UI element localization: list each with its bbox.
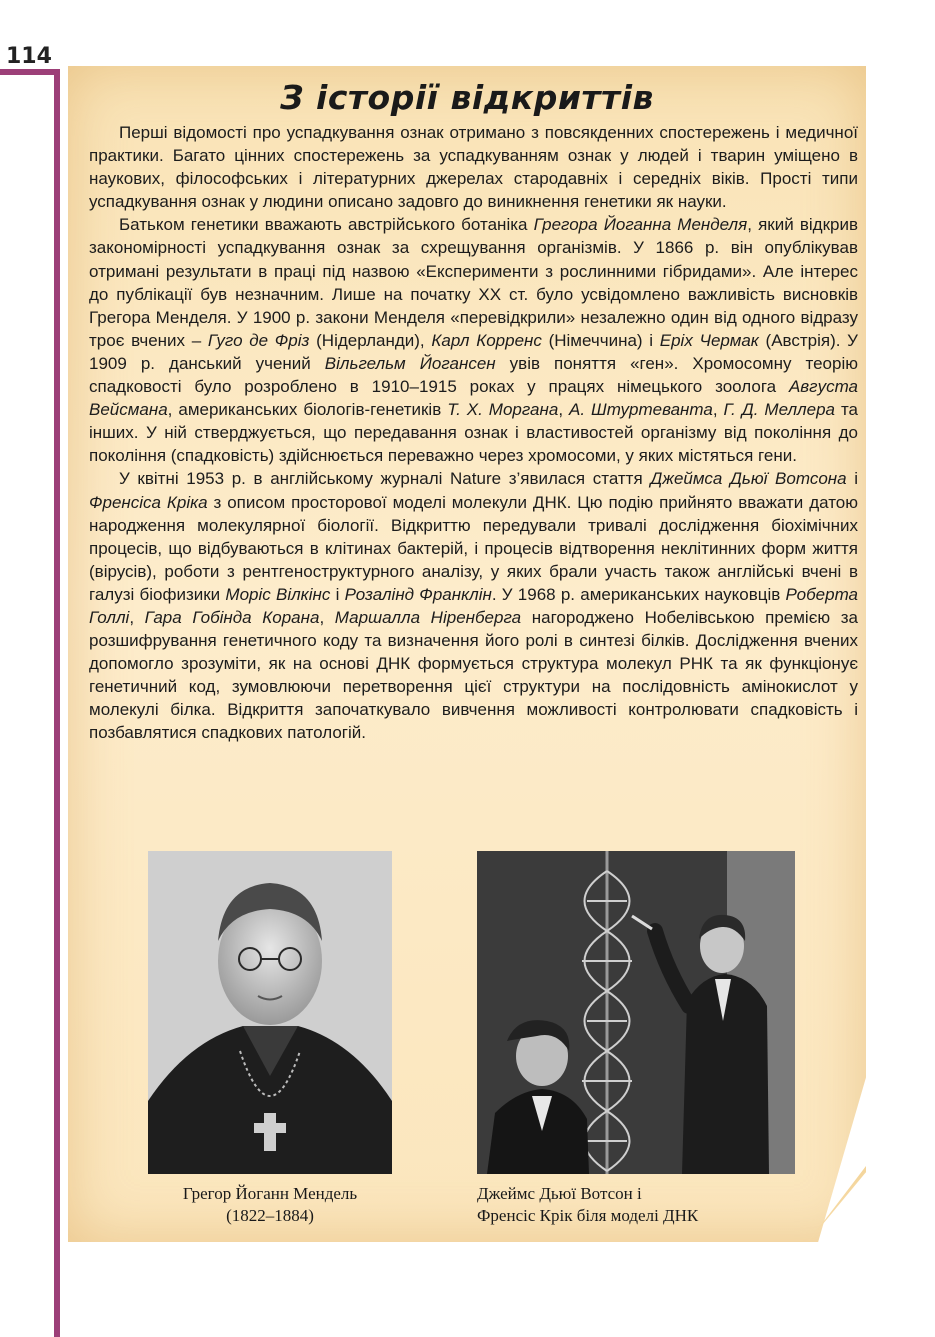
text-run: Перші відомості про успадкування ознак отримано з повсякденних спостережень і медичної практики. Багато цінних спостережень за успадкуванням ознак у людей і тварин уміщено в наукових, філософських і літературних джерелах стародавніх і середніх віків. Прості типи успадкування ознак у людини описано задовго до виникнення генетики як науки. <box>89 123 858 212</box>
mendel-portrait-photo <box>148 851 392 1174</box>
italic-name: Т. Х. Моргана <box>447 400 559 420</box>
italic-name: Розалінд Франклін <box>344 584 492 604</box>
italic-name: Моріс Вілкінс <box>225 584 331 604</box>
paragraph-1 <box>89 121 858 213</box>
mendel-portrait-illustration <box>148 851 392 1174</box>
watson-crick-illustration <box>477 851 795 1174</box>
body-text <box>89 121 858 745</box>
text-run: та інших. У ній стверджується, що передавання ознак і властивостей організму від покоління до покоління (спадковість) здійснюється переважно через хромосоми, у яких містяться гени. <box>89 400 859 466</box>
text-run: (Австрія). У 1909 р. данський учений <box>89 330 858 373</box>
mendel-caption-name: Грегор Йоганн Мендель <box>182 1184 358 1203</box>
italic-name: Маршалла Ніренберга <box>334 607 522 627</box>
italic-name: Г. Д. Меллера <box>723 400 835 420</box>
margin-bar-top <box>0 69 60 75</box>
watson-crick-photo <box>477 851 795 1174</box>
text-run: У квітні 1953 р. в англійському журналі Nature з’явилася стаття <box>119 469 651 489</box>
text-run: , <box>712 400 724 420</box>
italic-name: Еріх Чермак <box>659 330 759 350</box>
section-heading: З історії відкриттів <box>280 78 654 117</box>
italic-name: Джеймса Дьюї Вотсона <box>650 469 847 489</box>
text-run: , американських біологів-генетиків <box>167 400 448 420</box>
watson-crick-caption <box>477 1183 817 1227</box>
watson-crick-caption-line1: Джеймс Дьюї Вотсон і <box>477 1184 642 1203</box>
mendel-caption-years: (1822–1884) <box>226 1206 314 1225</box>
watson-crick-caption-line2: Френсіс Крік біля моделі ДНК <box>477 1206 699 1225</box>
text-run: . У 1968 р. американських науковців <box>491 584 786 604</box>
page-number: 114 <box>6 44 52 69</box>
paragraph-2 <box>89 213 858 467</box>
text-run: , <box>319 607 335 627</box>
text-run: , який відкрив закономірності успадкування ознак за схрещування організмів. У 1866 р. він опублікував отримані результати в праці під назвою «Експерименти з рослинними гібридами». Але інтерес до публікації був незначним. Лише на початку ХХ ст. було усвідомлено важливість висновків Грегора Менделя. У 1900 р. закони Менделя «перевідкрили» незалежно один від одного відразу троє вчених – <box>89 215 859 350</box>
italic-name: Роберта Голлі <box>89 584 858 627</box>
paragraph-3 <box>89 467 858 744</box>
italic-name: Вільгельм Йогансен <box>324 353 496 373</box>
italic-name: Гуго де Фріз <box>207 330 310 350</box>
text-run: увів поняття «ген». Хромосомну теорію спадковості було розроблено в 1910–1915 роках у працях німецького зоолога <box>89 353 858 397</box>
text-run: і <box>330 584 345 604</box>
italic-name: Августа Вейсмана <box>89 377 858 420</box>
text-run: , <box>129 607 145 627</box>
italic-name: Френсіса Кріка <box>89 492 208 512</box>
text-run: (Німеччина) і <box>541 330 660 350</box>
italic-name: Грегора Йоганна Менделя <box>533 215 748 235</box>
italic-name: Карл Корренс <box>431 330 542 350</box>
margin-bar-left <box>54 69 60 1337</box>
text-run: нагороджено Нобелівською премією за розшифрування генетичного коду та визначення його ролі в синтезі білків. Дослідження вчених допомогло зрозуміти, як на основі ДНК формується структура молекул РНК та як функціонує генетичний код, зумовлюючи перетворення цієї структури на послідовність амінокислот у молекулі білка. Відкриття започаткувало вивчення можливості контролювати спадковість і позбавлятися спадкових патологій. <box>89 607 858 743</box>
text-run: і <box>846 469 859 489</box>
italic-name: Гара Гобінда Корана <box>144 607 320 627</box>
text-run: з описом просторової моделі молекули ДНК. Цю подію прийнято вважати датою народження молекулярної біології. Відкриттю передували тривалі дослідження біохімічних процесів, що відбуваються в клітинах бактерій, і процесів відтворення неклітинних форм життя (вірусів), роботи з рентгеноструктурного аналізу, у яких брали участь також англійські вчені в галузі біофизики <box>89 492 858 604</box>
text-run: (Нідерланди), <box>309 330 432 350</box>
italic-name: А. Штуртеванта <box>569 400 713 420</box>
text-run: , <box>558 400 570 420</box>
mendel-caption <box>130 1183 410 1227</box>
text-run: Батьком генетики вважають австрійського ботаніка <box>119 215 534 235</box>
